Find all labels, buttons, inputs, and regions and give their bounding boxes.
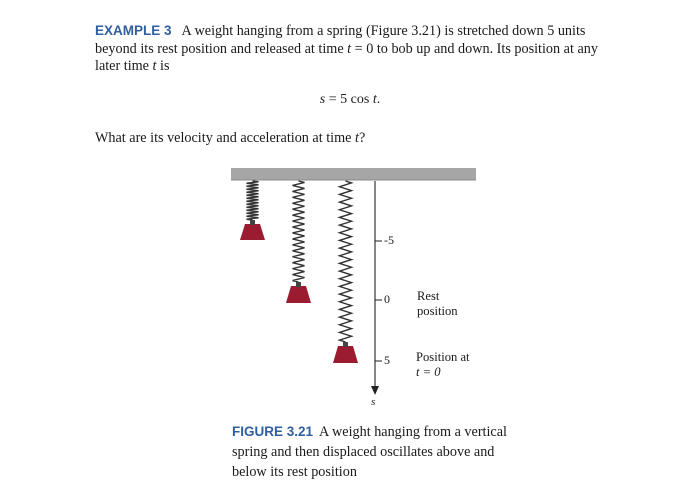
weight-rest <box>286 286 311 303</box>
tick-label-0: 0 <box>384 292 390 306</box>
figure-caption <box>232 422 532 482</box>
example-t-var-1: t <box>347 40 352 57</box>
weight-compressed <box>240 224 265 240</box>
caption-text: A weight hanging from a vertical spring and then displaced oscillates above and below its rest position <box>232 424 507 480</box>
example-label: EXAMPLE 3 <box>95 23 172 38</box>
question-t-var: t <box>354 130 359 146</box>
spring-stretched <box>340 181 352 342</box>
tick-label-minus-5: -5 <box>384 233 394 247</box>
weight-compressed-hook <box>250 220 255 225</box>
s-axis-arrowhead <box>371 386 379 395</box>
initial-label-line-1: Position at <box>416 350 470 364</box>
question-body: What are its velocity and acceleration at time <box>95 130 355 146</box>
rest-label-line-1: Rest <box>417 289 440 303</box>
weight-rest-hook <box>296 282 301 287</box>
spring-compressed <box>247 181 259 220</box>
equation-rhs: = 5 cos <box>325 92 373 107</box>
example-text-1: A weight hanging from a spring (Figure 3.21) is stretched down 5 units beyond its rest position and released at time <box>95 23 586 57</box>
question-end: ? <box>358 130 366 146</box>
spring-rest <box>293 181 305 282</box>
rest-position-label <box>417 289 458 319</box>
weight-stretched <box>333 346 358 363</box>
rest-label-line-2: position <box>417 304 458 318</box>
axis-label-s: s <box>371 396 376 408</box>
equation-lhs: s <box>319 92 326 107</box>
example-text-2: = 0 to bob up and down. Its position at any later time <box>95 40 598 74</box>
weight-stretched-hook <box>343 342 348 347</box>
equation-end: . <box>376 92 381 107</box>
example-t-var-2: t <box>152 58 157 74</box>
ceiling-bar <box>231 168 476 180</box>
initial-label-line-2: t = 0 <box>416 365 441 379</box>
caption-label: FIGURE 3.21 <box>232 424 314 439</box>
equation-t-var: t <box>372 92 377 107</box>
example-text-3: is <box>156 58 170 74</box>
initial-position-label <box>416 350 470 380</box>
tick-label-5: 5 <box>384 353 390 367</box>
